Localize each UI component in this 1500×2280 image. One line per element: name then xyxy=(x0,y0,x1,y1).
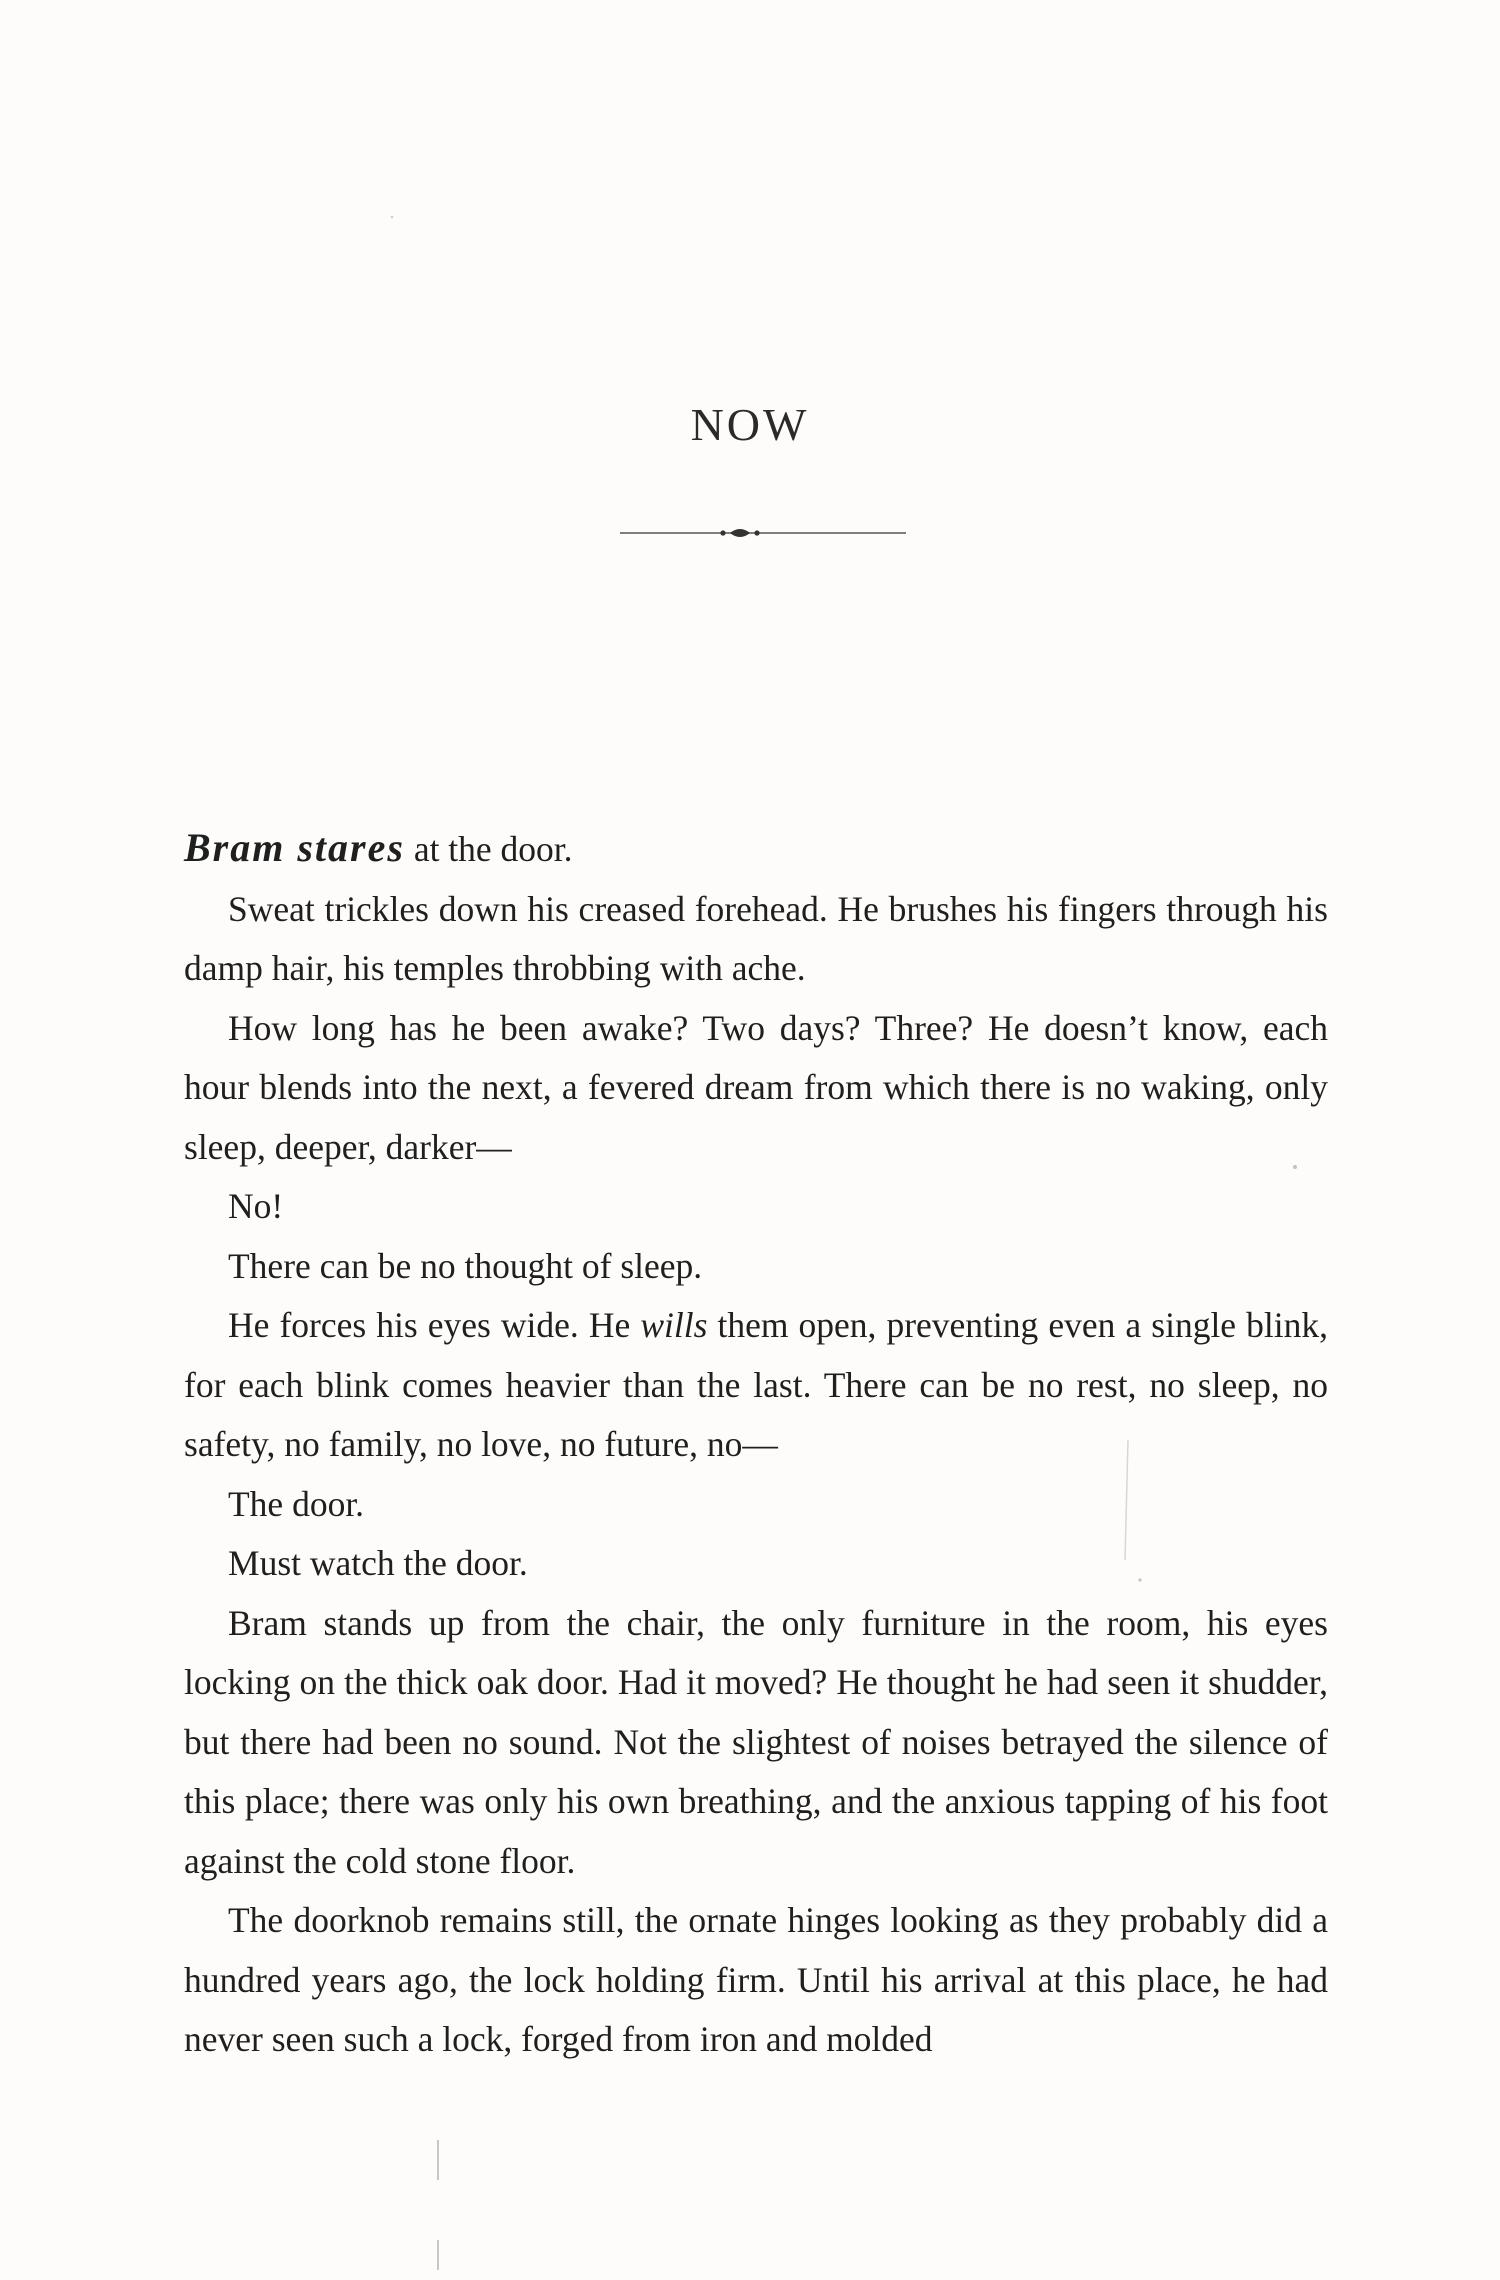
paragraph-5: There can be no thought of sleep. xyxy=(228,1245,703,1286)
paragraph-text: them open, preventing even a single blink, for each blink comes heavier than the last. There can be no rest, no sleep, no safety, no family, no love, no future, no— xyxy=(184,1305,1328,1464)
chapter-title: NOW xyxy=(690,399,810,450)
paragraph-text: He forces his eyes wide. He xyxy=(228,1305,641,1345)
paragraph-1 xyxy=(184,818,1328,880)
paragraph-2: Sweat trickles down his creased forehead. He brushes his fingers through his damp hair, his temples throbbing with ache. xyxy=(184,888,1328,988)
emphasis-word: wills xyxy=(640,1305,708,1345)
paragraph-8: Must watch the door. xyxy=(228,1543,528,1583)
paragraph-3: How long has he been awake? Two days? Three? He doesn’t know, each hour blends into the next, a fevered dream from which there is no waking, only sleep, deeper, darker— xyxy=(184,1007,1328,1167)
paragraph-6 xyxy=(184,1296,1328,1475)
paragraph-9: Bram stands up from the chair, the only furniture in the room, his eyes locking on the thick oak door. Had it moved? He thought he had seen it shudder, but there had been no sound. Not the slightest of noises betrayed the silence of this place; there was only his own breathing, and the anxious tapping of his foot against the cold stone floor. xyxy=(184,1602,1328,1881)
ornament-divider-icon xyxy=(620,516,906,550)
body-text xyxy=(184,818,1328,2070)
paragraph-text: at the door. xyxy=(404,829,573,869)
lead-in-words: Bram stares xyxy=(184,825,405,870)
paragraph-10: The doorknob remains still, the ornate hinges looking as they probably did a hundred years ago, the lock holding firm. Until his arrival at this place, he had never seen such a lock, forged from iron and molded xyxy=(184,1900,1328,2059)
paragraph-4: No! xyxy=(228,1186,284,1226)
paragraph-7: The door. xyxy=(228,1483,365,1524)
